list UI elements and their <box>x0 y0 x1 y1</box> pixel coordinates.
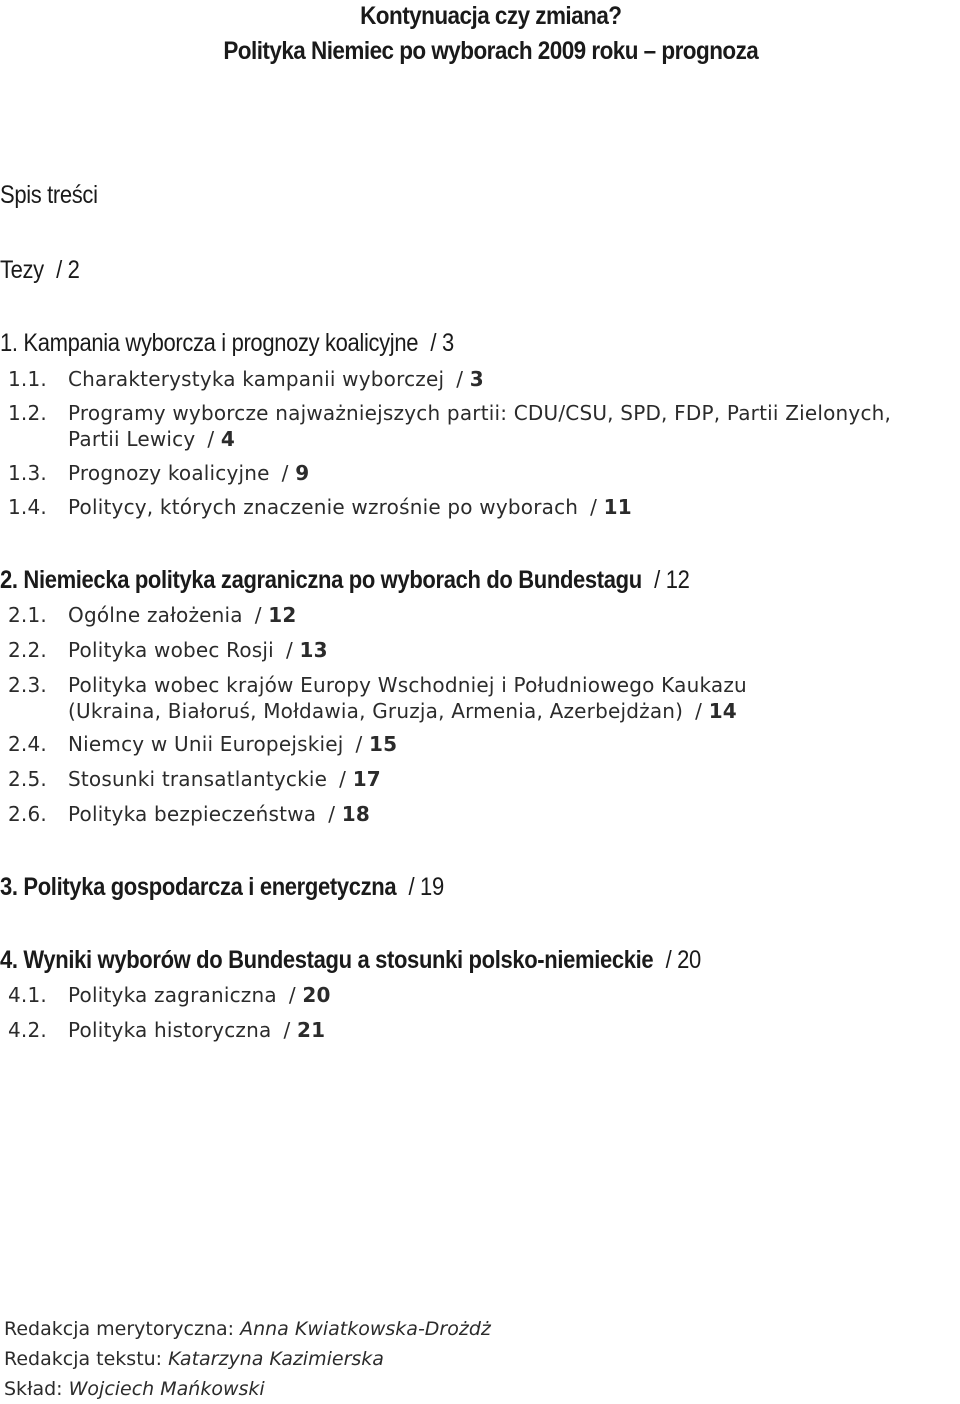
toc-slash: / <box>695 699 703 723</box>
toc-item-number: 4.2. <box>8 1018 47 1042</box>
toc-item-2-5[interactable] <box>8 767 381 791</box>
credit-typesetting <box>4 1378 265 1400</box>
toc-page-number: / 20 <box>665 946 701 974</box>
toc-page-number: 17 <box>352 767 381 791</box>
toc-item-2-6[interactable] <box>8 802 370 826</box>
toc-page-number: / 12 <box>654 566 690 594</box>
toc-slash: / <box>283 1018 291 1042</box>
toc-item-label: Prognozy koalicyjne <box>68 461 270 485</box>
toc-chapter-1[interactable] <box>0 329 454 358</box>
toc-chapter-label: 4. Wyniki wyborów do Bundestagu a stosunki polsko-niemieckie <box>0 946 654 974</box>
toc-page-number: 13 <box>299 638 328 662</box>
toc-page-number: 18 <box>341 802 370 826</box>
toc-item-number: 2.4. <box>8 732 47 756</box>
toc-slash: / <box>254 603 262 627</box>
toc-page-number: 11 <box>603 495 632 519</box>
toc-slash: / <box>590 495 598 519</box>
toc-item-number: 1.2. <box>8 401 47 425</box>
toc-entry-tezy[interactable] <box>0 256 80 285</box>
toc-chapter-label: 2. Niemiecka polityka zagraniczna po wyborach do Bundestagu <box>0 566 642 594</box>
toc-item-label: Polityka historyczna <box>68 1018 272 1042</box>
toc-chapter-label: 1. Kampania wyborcza i prognozy koalicyjne <box>0 329 419 357</box>
credit-role: Skład: <box>4 1378 63 1400</box>
toc-page-number: 21 <box>296 1018 326 1042</box>
toc-item-number: 1.4. <box>8 495 47 519</box>
toc-item-label: Polityka bezpieczeństwa <box>68 802 317 826</box>
toc-item-1-1[interactable] <box>8 367 484 391</box>
toc-item-continuation <box>68 427 235 451</box>
toc-entry-label: Tezy <box>0 256 44 284</box>
toc-item-label: Programy wyborcze najważniejszych partii: CDU/CSU, SPD, FDP, Partii Zielonych, <box>68 401 892 425</box>
toc-item-1-4[interactable] <box>8 495 632 519</box>
toc-slash: / <box>207 427 215 451</box>
toc-item-continuation <box>68 699 737 723</box>
toc-item-label: Charakterystyka kampanii wyborczej <box>68 367 445 391</box>
toc-item-4-2[interactable] <box>8 1018 325 1042</box>
toc-heading: Spis treści <box>0 181 98 209</box>
toc-page-number: 9 <box>295 461 310 485</box>
credit-text-editor <box>4 1348 384 1370</box>
toc-page-number: 20 <box>302 983 331 1007</box>
credit-person: Katarzyna Kazimierska <box>168 1348 384 1370</box>
toc-page-number: 3 <box>469 367 484 391</box>
toc-slash: / <box>456 367 464 391</box>
toc-item-1-2[interactable] <box>8 401 892 451</box>
toc-item-number: 1.1. <box>8 367 47 391</box>
toc-item-number: 2.2. <box>8 638 47 662</box>
toc-item-label-cont: (Ukraina, Białoruś, Mołdawia, Gruzja, Armenia, Azerbejdżan) <box>68 699 684 723</box>
toc-item-2-1[interactable] <box>8 603 296 627</box>
toc-chapter-4[interactable] <box>0 946 701 975</box>
document-title-line-1: Kontynuacja czy zmiana? <box>360 2 622 30</box>
toc-item-label: Stosunki transatlantyckie <box>68 767 328 791</box>
toc-slash: / <box>328 802 336 826</box>
credit-role: Redakcja tekstu: <box>4 1348 163 1370</box>
toc-slash: / <box>355 732 363 756</box>
toc-item-label: Ogólne założenia <box>68 603 243 627</box>
toc-chapter-3[interactable] <box>0 873 444 902</box>
toc-chapter-2[interactable] <box>0 566 689 595</box>
toc-slash: / <box>285 638 293 662</box>
toc-page-number: 15 <box>369 732 398 756</box>
toc-slash: / <box>339 767 347 791</box>
toc-item-label: Niemcy w Unii Europejskiej <box>68 732 344 756</box>
credit-role: Redakcja merytoryczna: <box>4 1318 235 1340</box>
credit-person: Anna Kwiatkowska-Drożdż <box>240 1318 491 1340</box>
credit-person: Wojciech Mańkowski <box>68 1378 265 1400</box>
toc-item-1-3[interactable] <box>8 461 309 485</box>
document-title-line-2: Polityka Niemiec po wyborach 2009 roku – prognoza <box>223 37 759 65</box>
toc-slash: / <box>281 461 289 485</box>
toc-item-number: 2.5. <box>8 767 47 791</box>
toc-page-number: / 19 <box>408 873 444 901</box>
toc-slash: / <box>288 983 296 1007</box>
toc-item-2-4[interactable] <box>8 732 397 756</box>
toc-item-number: 1.3. <box>8 461 47 485</box>
toc-item-number: 2.6. <box>8 802 47 826</box>
toc-item-number: 4.1. <box>8 983 47 1007</box>
toc-item-label: Polityka wobec Rosji <box>68 638 274 662</box>
toc-item-label: Polityka zagraniczna <box>68 983 277 1007</box>
toc-page-number: 14 <box>708 699 737 723</box>
toc-item-number: 2.1. <box>8 603 47 627</box>
toc-page-number: 12 <box>268 603 297 627</box>
toc-page-number: 4 <box>220 427 236 451</box>
toc-item-2-2[interactable] <box>8 638 328 662</box>
toc-page-number: / 3 <box>430 329 454 357</box>
toc-item-4-1[interactable] <box>8 983 331 1007</box>
toc-item-label: Polityka wobec krajów Europy Wschodniej i Południowego Kaukazu <box>68 673 747 697</box>
toc-item-2-3[interactable] <box>8 673 747 723</box>
toc-item-label: Politycy, których znaczenie wzrośnie po wyborach <box>68 495 579 519</box>
toc-page-number: / 2 <box>56 256 80 284</box>
credit-editor <box>4 1318 491 1340</box>
toc-item-label-cont: Partii Lewicy <box>68 427 196 451</box>
toc-item-number: 2.3. <box>8 673 47 697</box>
toc-chapter-label: 3. Polityka gospodarcza i energetyczna <box>0 873 397 901</box>
